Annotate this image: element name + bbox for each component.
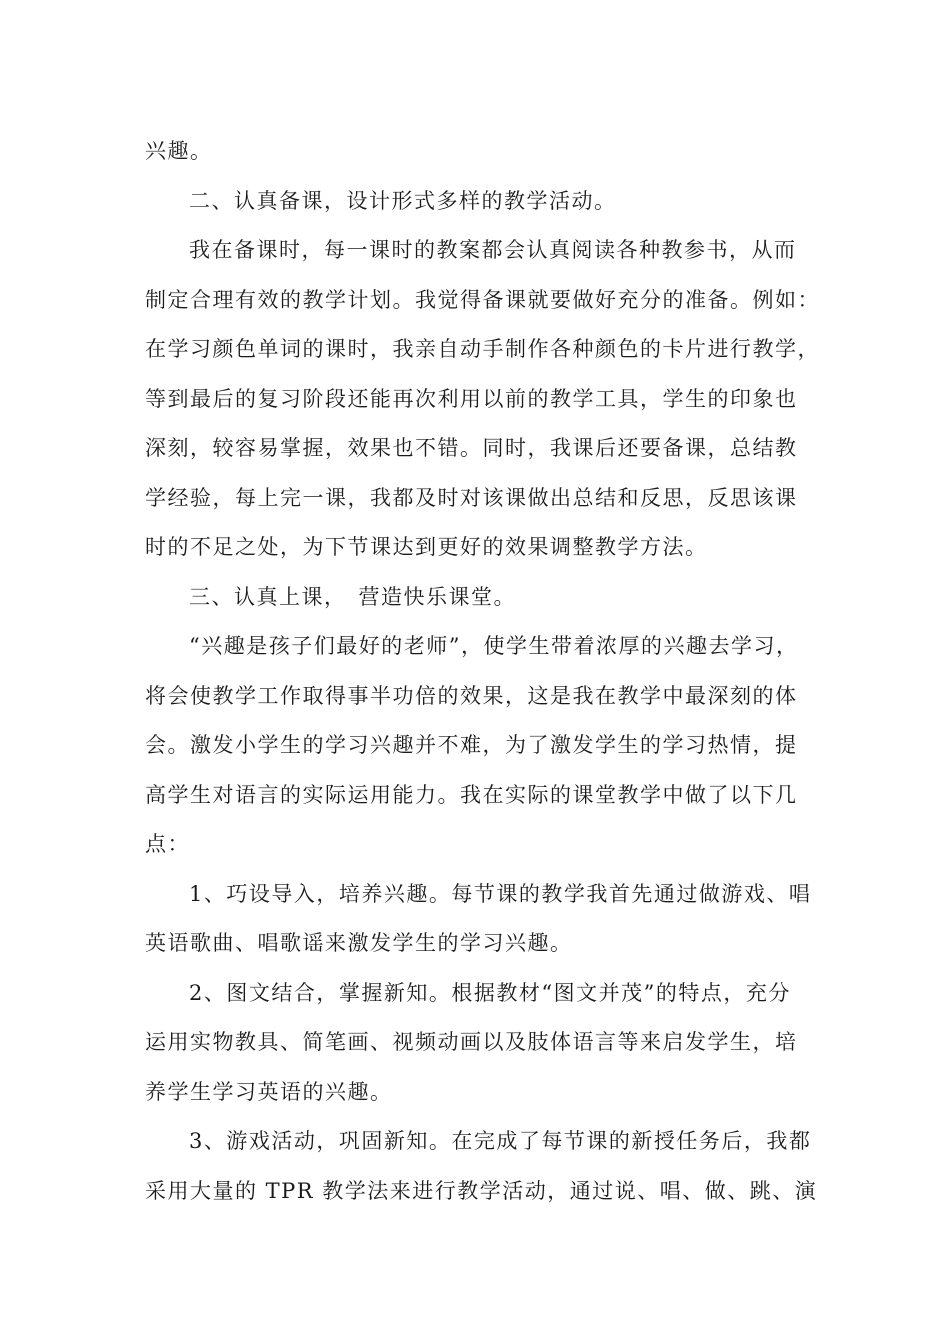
paragraph-line: 等到最后的复习阶段还能再次利用以前的教学工具，学生的印象也 bbox=[145, 386, 798, 411]
paragraph-line: 在学习颜色单词的课时，我亲自动手制作各种颜色的卡片进行教学， bbox=[145, 337, 820, 361]
paragraph-line: 将会使教学工作取得事半功倍的效果，这是我在教学中最深刻的体 bbox=[145, 683, 798, 708]
paragraph-line: “兴趣是孩子们最好的老师”，使学生带着浓厚的兴趣去学习， bbox=[189, 634, 799, 658]
paragraph-line: 养学生学习英语的兴趣。 bbox=[145, 1079, 393, 1104]
text-line: 兴趣。 bbox=[145, 139, 213, 163]
paragraph-line: 点： bbox=[145, 832, 190, 856]
paragraph-line: 运用实物教具、简笔画、视频动画以及肢体语言等来启发学生，培 bbox=[145, 1030, 798, 1054]
paragraph-line: 深刻，较容易掌握，效果也不错。同时，我课后还要备课，总结教 bbox=[145, 436, 798, 460]
paragraph-line: 时的不足之处，为下节课达到更好的效果调整教学方法。 bbox=[145, 535, 708, 559]
document-body bbox=[145, 127, 820, 1216]
list-item-1: 1、巧设导入，培养兴趣。每节课的教学我首先通过做游戏、唱 bbox=[189, 881, 812, 906]
paragraph-line: 会。激发小学生的学习兴趣并不难，为了激发学生的学习热情，提 bbox=[145, 733, 798, 757]
paragraph-line: 英语歌曲、唱歌谣来激发学生的学习兴趣。 bbox=[145, 931, 573, 955]
section-heading-2: 二、认真备课，设计形式多样的教学活动。 bbox=[189, 188, 617, 213]
list-item-2: 2、图文结合，掌握新知。根据教材“图文并茂”的特点，充分 bbox=[189, 980, 791, 1005]
section-heading-3: 三、认真上课， 营造快乐课堂。 bbox=[189, 584, 516, 609]
paragraph-line: 学经验，每上完一课，我都及时对该课做出总结和反思，反思该课 bbox=[145, 485, 798, 510]
paragraph-line: 采用大量的 TPR 教学法来进行教学活动，通过说、唱、做、跳、演 bbox=[145, 1178, 818, 1203]
paragraph-line: 我在备课时，每一课时的教案都会认真阅读各种教参书，从而 bbox=[189, 238, 797, 262]
paragraph-line: 高学生对语言的实际运用能力。我在实际的课堂教学中做了以下几 bbox=[145, 782, 798, 807]
list-item-3: 3、游戏活动，巩固新知。在完成了每节课的新授任务后，我都 bbox=[189, 1129, 812, 1153]
paragraph-line: 制定合理有效的教学计划。我觉得备课就要做好充分的准备。例如： bbox=[145, 287, 820, 312]
